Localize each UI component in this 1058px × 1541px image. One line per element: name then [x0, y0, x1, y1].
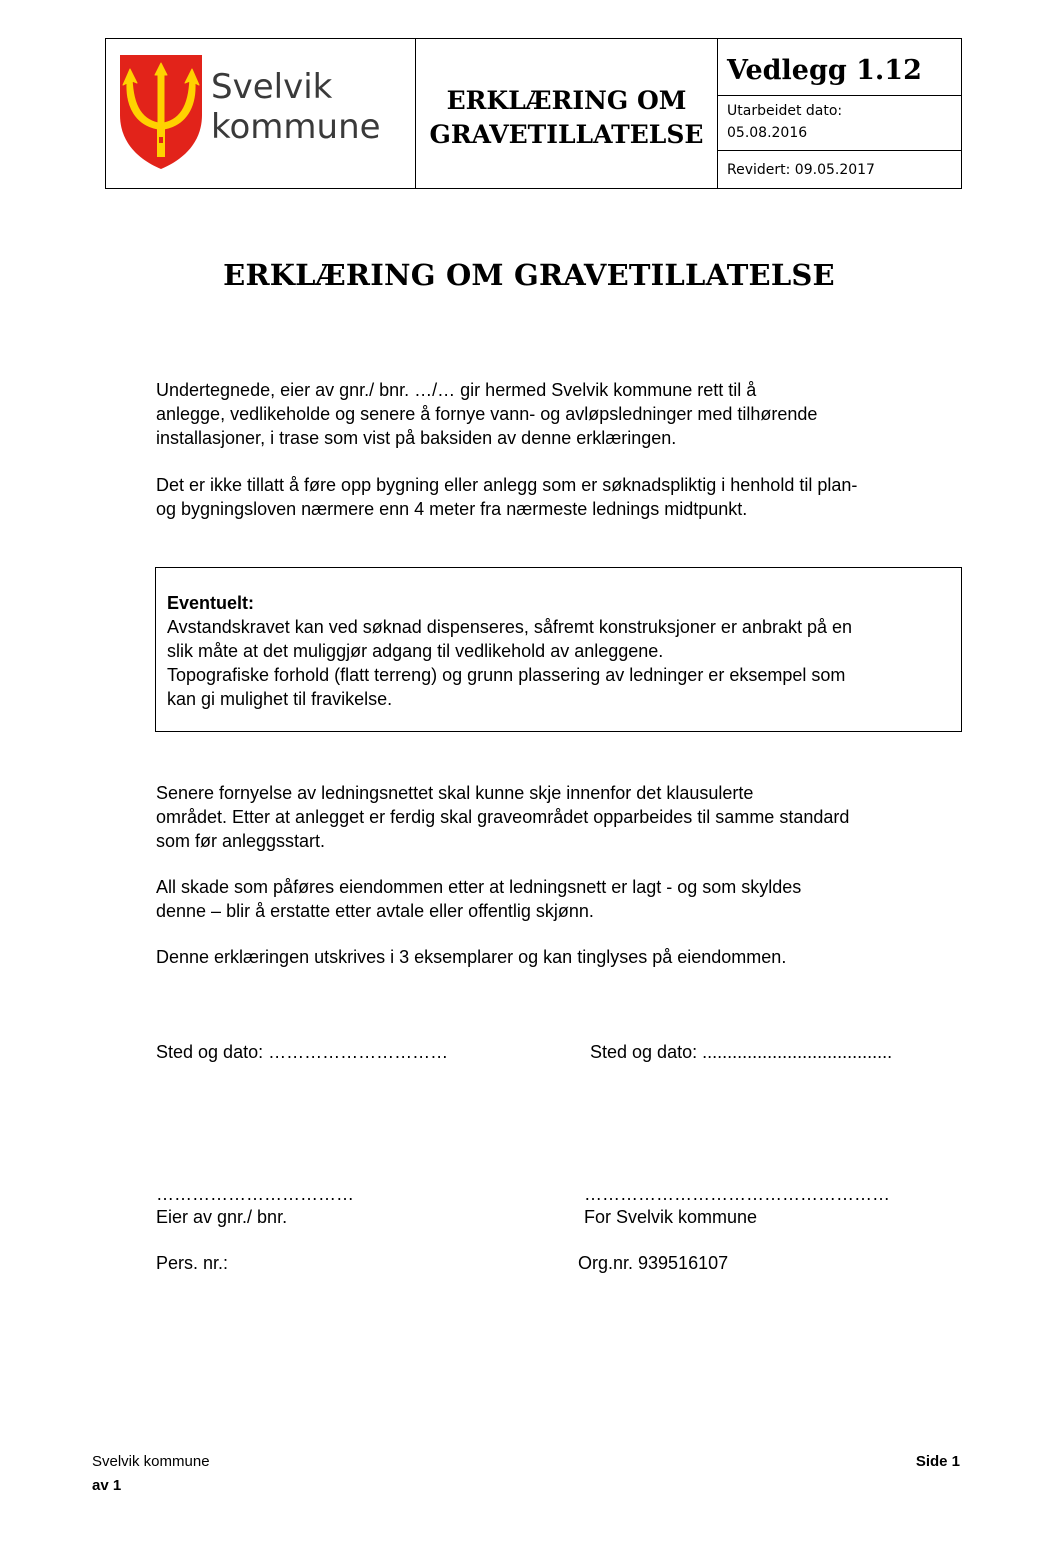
revidert-date: Revidert: 09.05.2017 [727, 162, 875, 178]
paragraph-line: denne – blir å erstatte etter avtale eller offentlig skjønn. [156, 901, 594, 921]
paragraph-line: og bygningsloven nærmere enn 4 meter fra nærmeste lednings midtpunkt. [156, 499, 748, 519]
left-place-date: Sted og dato: ………………………… [156, 1042, 449, 1062]
eventuelt-line: slik måte at det muliggjør adgang til vedlikehold av anleggene. [167, 641, 664, 661]
header-title-line-1: ERKLÆRING OM [446, 86, 687, 115]
header-title [416, 84, 717, 152]
logo-cell [106, 39, 416, 188]
footer-left [92, 1450, 210, 1498]
paragraph-line: All skade som påføres eiendommen etter at ledningsnett er lagt - og som skyldes [156, 877, 802, 897]
paragraph-line: Undertegnede, eier av gnr./ bnr. …/… gir hermed Svelvik kommune rett til å [156, 380, 757, 400]
utarbeidet-label: Utarbeidet dato: [727, 103, 843, 119]
footer-page-number: Side 1 [915, 1453, 960, 1470]
paragraph-2 [156, 473, 956, 521]
vedlegg-row [718, 39, 961, 96]
paragraph-5: Denne erklæringen utskrives i 3 eksemplarer og kan tinglyses på eiendommen. [156, 947, 787, 967]
owner-label: Eier av gnr./ bnr. [156, 1207, 288, 1227]
header-title-cell [416, 39, 718, 188]
paragraph-4 [156, 875, 956, 923]
utarbeidet-date: 05.08.2016 [727, 125, 808, 141]
right-signature-line: …………………………………………… [584, 1184, 890, 1204]
logo-line-2: kommune [211, 107, 381, 147]
logo-wordmark [211, 67, 381, 147]
header-title-line-2: GRAVETILLATELSE [429, 120, 704, 149]
paragraph-line: anlegge, vedlikeholde og senere å fornye vann- og avløpsledninger med tilhørende [156, 404, 818, 424]
eventuelt-heading: Eventuelt: [167, 593, 255, 613]
vedlegg-label: Vedlegg 1.12 [727, 55, 922, 86]
footer-page-total: av 1 [92, 1477, 122, 1494]
logo-line-1: Svelvik [211, 67, 333, 107]
paragraph-line: installasjoner, i trase som vist på baksiden av denne erklæringen. [156, 428, 677, 448]
paragraph-line: Senere fornyelse av ledningsnettet skal kunne skje innenfor det klausulerte [156, 783, 754, 803]
document-header [105, 38, 962, 189]
eventuelt-line: Topografiske forhold (flatt terreng) og grunn plassering av ledninger er eksempel som [167, 665, 846, 685]
left-signature-line: …………………………… [156, 1184, 354, 1204]
document-title: ERKLÆRING OM GRAVETILLATELSE [223, 258, 835, 292]
eventuelt-line: kan gi mulighet til fravikelse. [167, 689, 393, 709]
trident-shield-icon [118, 53, 204, 171]
paragraph-line: området. Etter at anlegget er ferdig skal graveområdet opparbeides til samme standard [156, 807, 850, 827]
paragraph-line: som før anleggsstart. [156, 831, 326, 851]
org-number: Org.nr. 939516107 [578, 1253, 729, 1273]
municipality-label: For Svelvik kommune [584, 1207, 758, 1227]
right-place-date: Sted og dato: ...................................... [590, 1042, 893, 1062]
header-meta-cell [718, 39, 961, 188]
paragraph-3 [156, 781, 956, 853]
eventuelt-box [155, 567, 962, 732]
eventuelt-line: Avstandskravet kan ved søknad dispenseres, såfremt konstruksjoner er anbrakt på en [167, 617, 853, 637]
paragraph-line: Det er ikke tillatt å føre opp bygning eller anlegg som er søknadspliktig i henhold til plan- [156, 475, 858, 495]
personal-number-label: Pers. nr.: [156, 1253, 229, 1273]
footer-municipality: Svelvik kommune [92, 1453, 210, 1470]
revidert-row [718, 151, 961, 188]
paragraph-1 [156, 378, 956, 450]
utarbeidet-row [718, 96, 961, 151]
